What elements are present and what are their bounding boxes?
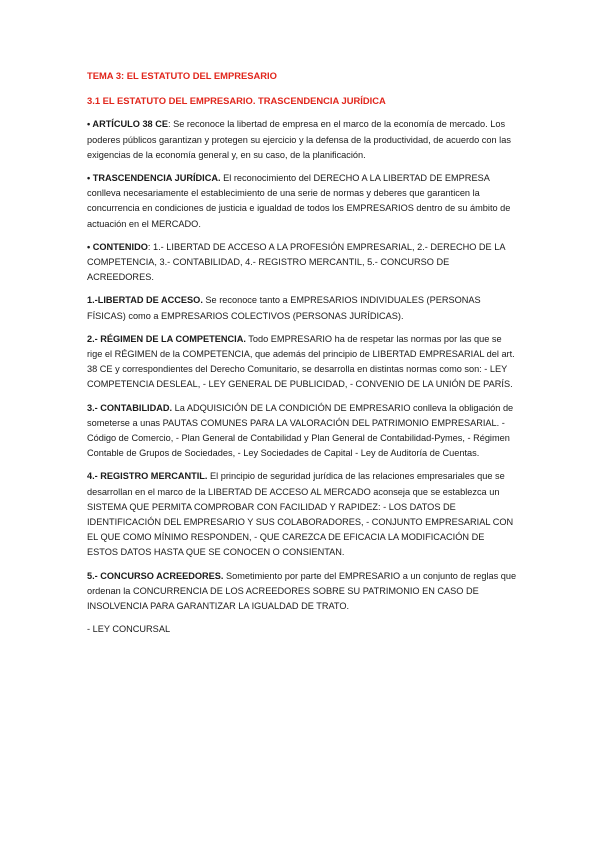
paragraph-text: La ADQUISICIÓN DE LA CONDICIÓN DE EMPRESARIO conlleva la obligación de someterse a unas PAUTAS COMUNES PARA LA VALORACIÓN DEL PATRIMONIO EMPRESARIAL. - Código de Comercio, - Plan General de Contabilidad y Plan General de Contabilidad-Pymes, - Régimen Contable de Grupos de Sociedades, - Ley Sociedades de Capital - Ley de Auditoría de Cuentas. (87, 402, 514, 459)
paragraph-libertad-acceso (87, 293, 517, 323)
paragraph-text: : 1.- LIBERTAD DE ACCESO A LA PROFESIÓN EMPRESARIAL, 2.- DERECHO DE LA COMPETENCIA, 3.- CONTABILIDAD, 4.- REGISTRO MERCANTIL, 5.- CONCURSO DE ACREEDORES. (87, 241, 505, 283)
paragraph-contabilidad (87, 401, 517, 462)
paragraph-contenido (87, 240, 517, 286)
paragraph-registro-mercantil (87, 469, 517, 560)
paragraph-lead: • TRASCENDENCIA JURÍDICA. (87, 173, 221, 184)
paragraph-text: El reconocimiento del DERECHO A LA LIBERTAD DE EMPRESA conlleva necesariamente el establecimiento de una serie de normas y deberes que garanticen la concurrencia en condiciones de justicia e igualdad de todos los EMPRESARIOS dentro de su ámbito de actuación en el MERCADO. (87, 173, 511, 229)
paragraph-lead: 2.- RÉGIMEN DE LA COMPETENCIA. (87, 333, 246, 344)
document-title: TEMA 3: EL ESTATUTO DEL EMPRESARIO (87, 70, 277, 81)
ley-concursal-line: - LEY CONCURSAL (87, 624, 171, 635)
paragraph-concurso-acreedores (87, 569, 517, 615)
paragraph-lead: • CONTENIDO (87, 241, 148, 252)
document-body (87, 68, 517, 646)
paragraph-text: Todo EMPRESARIO ha de respetar las normas por las que se rige el RÉGIMEN de la COMPETENCIA, que además del principio de LIBERTAD EMPRESARIAL del art. 38 CE y correspondientes del Derecho Comunitario, se desarrolla en distintas normas como son: - LEY COMPETENCIA DESLEAL, - LEY GENERAL DE PUBLICIDAD, - CONVENIO DE LA UNIÓN DE PARÍS. (87, 333, 515, 390)
section-subtitle: 3.1 EL ESTATUTO DEL EMPRESARIO. TRASCENDENCIA JURÍDICA (87, 95, 386, 107)
paragraph-text: : Se reconoce la libertad de empresa en el marco de la economía de mercado. Los poderes públicos garantizan y protegen su ejercicio y la defensa de la productividad, de acuerdo con las exigencias de la economía general y, en su caso, de la planificación. (87, 119, 511, 160)
paragraph-competencia (87, 332, 517, 393)
paragraph-text: El principio de seguridad jurídica de las relaciones empresariales que se desarrollan en el marco de la LIBERTAD DE ACCESO AL MERCADO aconseja que se establezca un SISTEMA QUE PERMITA COMPROBAR CON FACILIDAD Y RAPIDEZ: - LOS DATOS DE IDENTIFICACIÓN DEL EMPRESARIO Y SUS COLABORADORES, - CONJUNTO EMPRESARIAL CON EL QUE COMO MÍNIMO RESPONDEN, - QUE CAREZCA DE EFICACIA LA MODIFICACIÓN DE ESTOS DATOS HASTA QUE SE CONOCEN O CONSIENTAN. (87, 471, 514, 558)
paragraph-text: Se reconoce tanto a EMPRESARIOS INDIVIDUALES (PERSONAS FÍSICAS) como a EMPRESARIOS COLECTIVOS (PERSONAS JURÍDICAS). (87, 295, 481, 321)
paragraph-lead: 1.-LIBERTAD DE ACCESO. (87, 295, 203, 306)
paragraph-lead: • ARTÍCULO 38 CE (87, 119, 168, 130)
paragraph-articulo-38 (87, 117, 517, 163)
paragraph-lead: 5.- CONCURSO ACREEDORES. (87, 570, 224, 581)
paragraph-lead: 3.- CONTABILIDAD. (87, 402, 173, 413)
paragraph-lead: 4.- REGISTRO MERCANTIL. (87, 471, 208, 482)
paragraph-trascendencia (87, 171, 517, 232)
paragraph-text: Sometimiento por parte del EMPRESARIO a un conjunto de reglas que ordenan la CONCURRENCIA DE LOS ACREEDORES SOBRE SU PATRIMONIO EN CASO DE INSOLVENCIA PARA GARANTIZAR LA IGUALDAD DE TRATO. (87, 570, 517, 612)
